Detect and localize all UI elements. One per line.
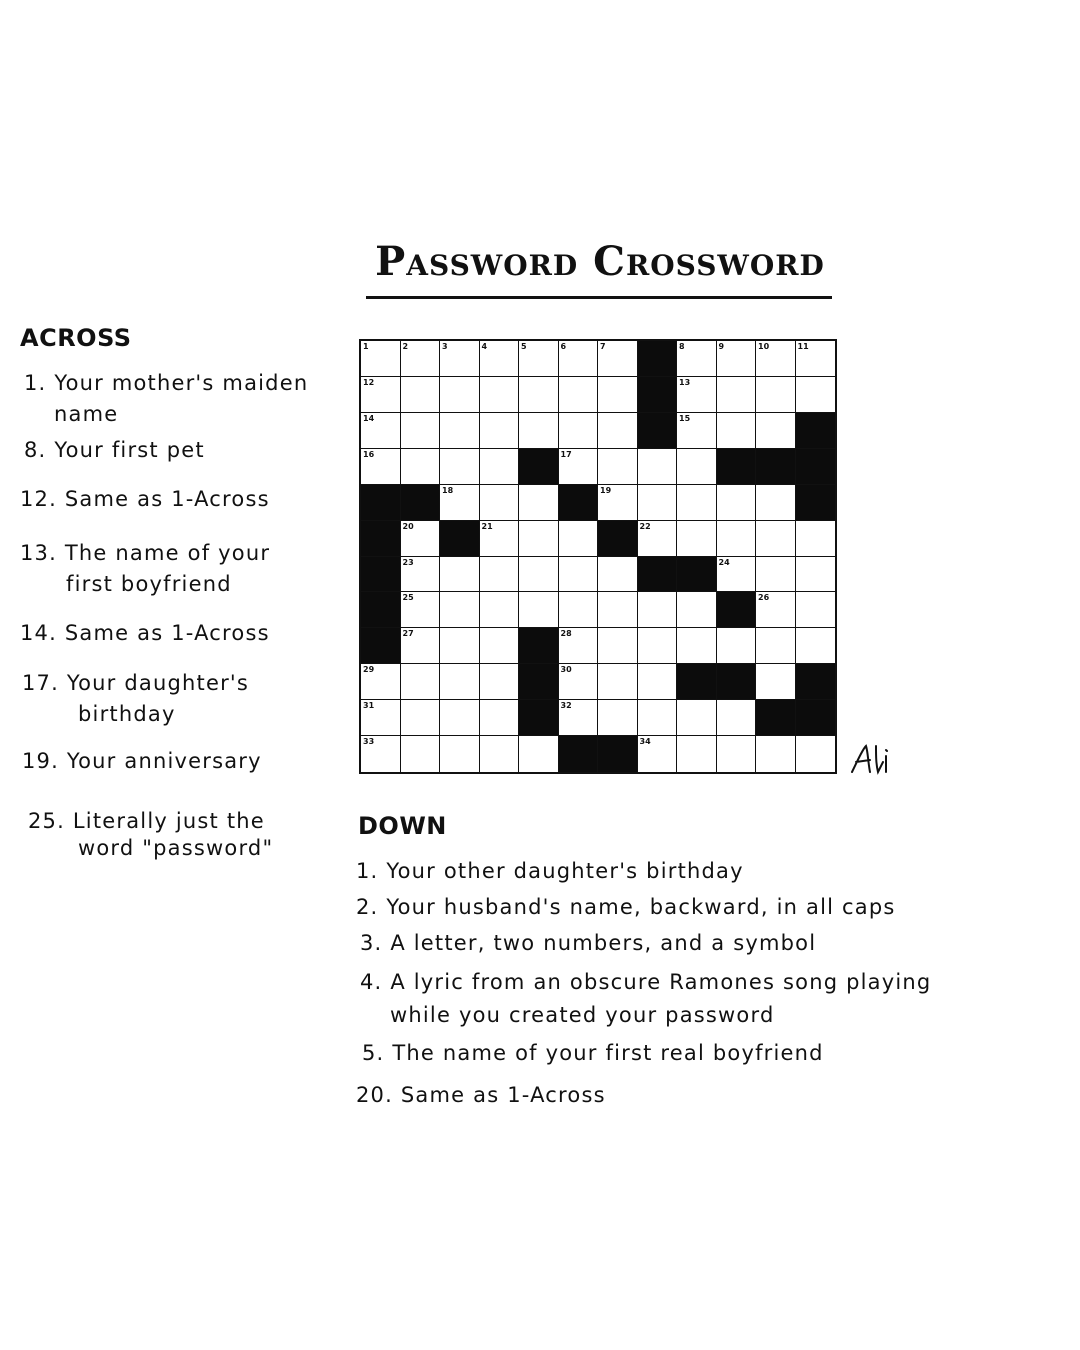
cell-number: 17 [560,449,572,459]
grid-cell[interactable] [677,736,717,772]
clue-number: 14. [20,621,57,645]
grid-cell[interactable] [559,449,599,485]
clue-number: 25. [28,809,65,833]
across-clue-17 [22,668,249,730]
grid-cell[interactable] [559,377,599,413]
grid-cell[interactable] [440,557,480,593]
black-square [717,449,757,485]
black-square [598,521,638,557]
cell-number: 4 [481,342,488,351]
grid-cell[interactable] [677,449,717,485]
down-heading: DOWN [358,812,447,840]
grid-cell[interactable] [598,377,638,413]
grid-cell[interactable] [796,628,836,664]
grid-cell[interactable] [598,628,638,664]
grid-cell[interactable] [401,449,441,485]
grid-cell[interactable] [559,592,599,628]
cell-number: 28 [560,629,572,639]
clue-text: The name of your first real boyfriend [392,1041,824,1065]
grid-cell[interactable] [401,377,441,413]
black-square [796,700,836,736]
cell-number: 18 [442,485,454,495]
grid-cell[interactable] [480,377,520,413]
grid-cell[interactable] [480,628,520,664]
clue-number: 13. [20,541,57,565]
grid-cell[interactable] [440,449,480,485]
black-square [796,485,836,521]
grid-cell[interactable] [361,377,401,413]
grid-cell[interactable] [519,521,559,557]
down-clue-20 [356,1080,606,1111]
grid-cell[interactable] [480,449,520,485]
title-underline [366,296,832,299]
cell-number: 23 [402,557,414,567]
grid-cell[interactable] [519,736,559,772]
clue-number: 20. [356,1083,393,1107]
grid-cell[interactable] [480,664,520,700]
cell-number: 34 [639,737,651,747]
down-clue-3 [360,928,816,959]
clue-number: 12. [20,487,57,511]
grid-cell[interactable] [559,413,599,449]
cell-number: 6 [560,342,567,351]
grid-cell[interactable] [440,413,480,449]
grid-cell[interactable] [638,485,678,521]
across-heading: ACROSS [20,324,132,352]
grid-cell[interactable] [401,521,441,557]
clue-text: Same as 1-Across [400,1083,606,1107]
black-square [361,485,401,521]
grid-cell[interactable] [756,628,796,664]
clue-text: Same as 1-Across [64,487,270,511]
grid-cell[interactable] [717,413,757,449]
down-clue-1 [356,856,744,887]
across-clue-12 [20,484,270,515]
clue-number: 19. [22,749,59,773]
black-square [796,449,836,485]
cell-number: 19 [600,485,612,495]
black-square [519,664,559,700]
grid-cell[interactable] [519,592,559,628]
grid-cell[interactable] [796,557,836,593]
grid-cell[interactable] [361,664,401,700]
clue-number: 2. [356,895,379,919]
grid-cell[interactable] [559,664,599,700]
grid-cell[interactable] [598,413,638,449]
black-square [598,736,638,772]
clue-number: 17. [22,671,59,695]
grid-cell[interactable] [756,413,796,449]
clue-text: A letter, two numbers, and a symbol [390,931,817,955]
cell-number: 26 [758,593,770,603]
grid-cell[interactable] [401,341,441,377]
cell-number: 29 [363,665,375,675]
grid-cell[interactable] [677,413,717,449]
grid-cell[interactable] [401,557,441,593]
clue-text: birthday [78,702,176,726]
grid-cell[interactable] [598,664,638,700]
cell-number: 8 [679,342,685,351]
cell-number: 1 [363,342,369,351]
grid-cell[interactable] [717,341,757,377]
grid-cell[interactable] [559,557,599,593]
grid-cell[interactable] [638,628,678,664]
grid-cell[interactable] [519,557,559,593]
crossword-grid [359,339,837,774]
across-clue-25 [28,808,273,862]
cell-number: 2 [402,342,409,351]
grid-cell[interactable] [796,377,836,413]
cell-number: 9 [718,342,725,351]
black-square [519,700,559,736]
black-square [677,557,717,593]
grid-cell[interactable] [440,628,480,664]
clue-text: A lyric from an obscure Ramones song playing [390,970,932,994]
clue-text: Your first pet [54,438,205,462]
black-square [638,413,678,449]
black-square [440,521,480,557]
clue-text: Your anniversary [66,749,262,773]
grid-cell[interactable] [796,592,836,628]
clue-text: Literally just the [72,809,265,833]
grid-cell[interactable] [717,377,757,413]
grid-cell[interactable] [756,557,796,593]
grid-cell[interactable] [401,664,441,700]
cell-number: 33 [363,737,375,747]
grid-cell[interactable] [440,592,480,628]
clue-number: 8. [24,438,47,462]
clue-text: Your daughter's [66,671,250,695]
black-square [796,664,836,700]
clue-text: Your other daughter's birthday [386,859,744,883]
grid-cell[interactable] [756,341,796,377]
black-square [638,557,678,593]
cell-number: 14 [363,413,375,423]
cell-number: 22 [639,521,651,531]
cell-number: 27 [402,629,414,639]
grid-cell[interactable] [677,377,717,413]
grid-cell[interactable] [717,700,757,736]
cell-number: 16 [363,449,375,459]
cell-number: 5 [521,342,527,351]
grid-cell[interactable] [717,521,757,557]
grid-cell[interactable] [756,377,796,413]
grid-cell[interactable] [717,736,757,772]
grid-cell[interactable] [638,592,678,628]
across-clue-14 [20,618,270,649]
clue-text: name [54,402,119,426]
black-square [756,700,796,736]
grid-cell[interactable] [440,485,480,521]
black-square [717,592,757,628]
black-square [361,521,401,557]
down-clue-4 [360,966,931,1032]
black-square [756,449,796,485]
clue-number: 1. [356,859,379,883]
clue-text: word "password" [78,836,274,860]
grid-cell[interactable] [559,341,599,377]
across-clue-13 [20,538,270,600]
clue-text: while you created your password [390,1003,775,1027]
grid-cell[interactable] [598,700,638,736]
grid-cell[interactable] [796,521,836,557]
grid-cell[interactable] [361,700,401,736]
grid-cell[interactable] [559,700,599,736]
black-square [559,736,599,772]
grid-cell[interactable] [401,413,441,449]
grid-cell[interactable] [480,592,520,628]
grid-cell[interactable] [480,485,520,521]
grid-cell[interactable] [717,557,757,593]
grid-cell[interactable] [519,341,559,377]
grid-cell[interactable] [361,413,401,449]
grid-cell[interactable] [677,592,717,628]
grid-cell[interactable] [756,664,796,700]
grid-cell[interactable] [401,700,441,736]
grid-cell[interactable] [756,736,796,772]
black-square [519,449,559,485]
clue-text: Your mother's maiden [54,371,309,395]
cell-number: 25 [402,593,414,603]
grid-cell[interactable] [598,485,638,521]
black-square [519,628,559,664]
grid-cell[interactable] [440,700,480,736]
cell-number: 7 [600,342,606,351]
grid-cell[interactable] [677,521,717,557]
grid-cell[interactable] [756,521,796,557]
grid-cell[interactable] [677,628,717,664]
grid-cell[interactable] [480,413,520,449]
black-square [717,664,757,700]
cell-number: 10 [758,342,770,351]
grid-cell[interactable] [361,341,401,377]
grid-cell[interactable] [677,341,717,377]
grid-cell[interactable] [480,341,520,377]
cell-number: 11 [797,342,809,351]
grid-cell[interactable] [440,377,480,413]
grid-cell[interactable] [638,664,678,700]
black-square [677,664,717,700]
clue-text: Your husband's name, backward, in all caps [386,895,896,919]
black-square [361,592,401,628]
grid-cell[interactable] [401,736,441,772]
grid-cell[interactable] [519,377,559,413]
across-clue-8 [24,435,205,466]
grid-cell[interactable] [401,592,441,628]
cell-number: 21 [481,521,493,531]
grid-cell[interactable] [677,700,717,736]
grid-cell[interactable] [756,485,796,521]
clue-text: first boyfriend [66,572,232,596]
cell-number: 15 [679,413,691,423]
grid-cell[interactable] [756,592,796,628]
grid-cell[interactable] [796,341,836,377]
black-square [361,557,401,593]
across-clue-1 [24,368,308,430]
grid-cell[interactable] [519,413,559,449]
clue-text: The name of your [64,541,271,565]
cell-number: 13 [679,377,691,387]
clue-number: 4. [360,970,383,994]
clue-number: 3. [360,931,383,955]
grid-cell[interactable] [519,485,559,521]
grid-cell[interactable] [440,341,480,377]
grid-cell[interactable] [361,736,401,772]
grid-cell[interactable] [361,449,401,485]
down-clue-5 [362,1038,824,1069]
grid-cell[interactable] [638,521,678,557]
grid-cell[interactable] [480,700,520,736]
page-title: Password Crossword [375,238,825,285]
cell-number: 3 [442,342,448,351]
grid-cell[interactable] [598,557,638,593]
clue-number: 5. [362,1041,385,1065]
artist-signature [848,742,898,776]
cell-number: 30 [560,665,572,675]
grid-cell[interactable] [638,449,678,485]
grid-cell[interactable] [480,736,520,772]
black-square [361,628,401,664]
grid-cell[interactable] [717,628,757,664]
grid-cell[interactable] [440,736,480,772]
black-square [638,341,678,377]
grid-cell[interactable] [598,449,638,485]
grid-cell[interactable] [598,341,638,377]
cell-number: 24 [718,557,730,567]
cell-number: 12 [363,377,375,387]
grid-cell[interactable] [480,521,520,557]
black-square [559,485,599,521]
clue-number: 1. [24,371,47,395]
black-square [796,413,836,449]
grid-cell[interactable] [440,664,480,700]
grid-cell[interactable] [480,557,520,593]
grid-cell[interactable] [677,485,717,521]
grid-cell[interactable] [559,521,599,557]
grid-cell[interactable] [638,700,678,736]
across-clue-19 [22,746,262,777]
cell-number: 20 [402,521,414,531]
grid-cell[interactable] [796,736,836,772]
black-square [638,377,678,413]
grid-cell[interactable] [559,628,599,664]
cell-number: 32 [560,701,572,711]
grid-cell[interactable] [717,485,757,521]
clue-text: Same as 1-Across [64,621,270,645]
grid-cell[interactable] [598,592,638,628]
grid-cell[interactable] [638,736,678,772]
black-square [401,485,441,521]
grid-cell[interactable] [401,628,441,664]
down-clue-2 [356,892,896,923]
cell-number: 31 [363,701,375,711]
